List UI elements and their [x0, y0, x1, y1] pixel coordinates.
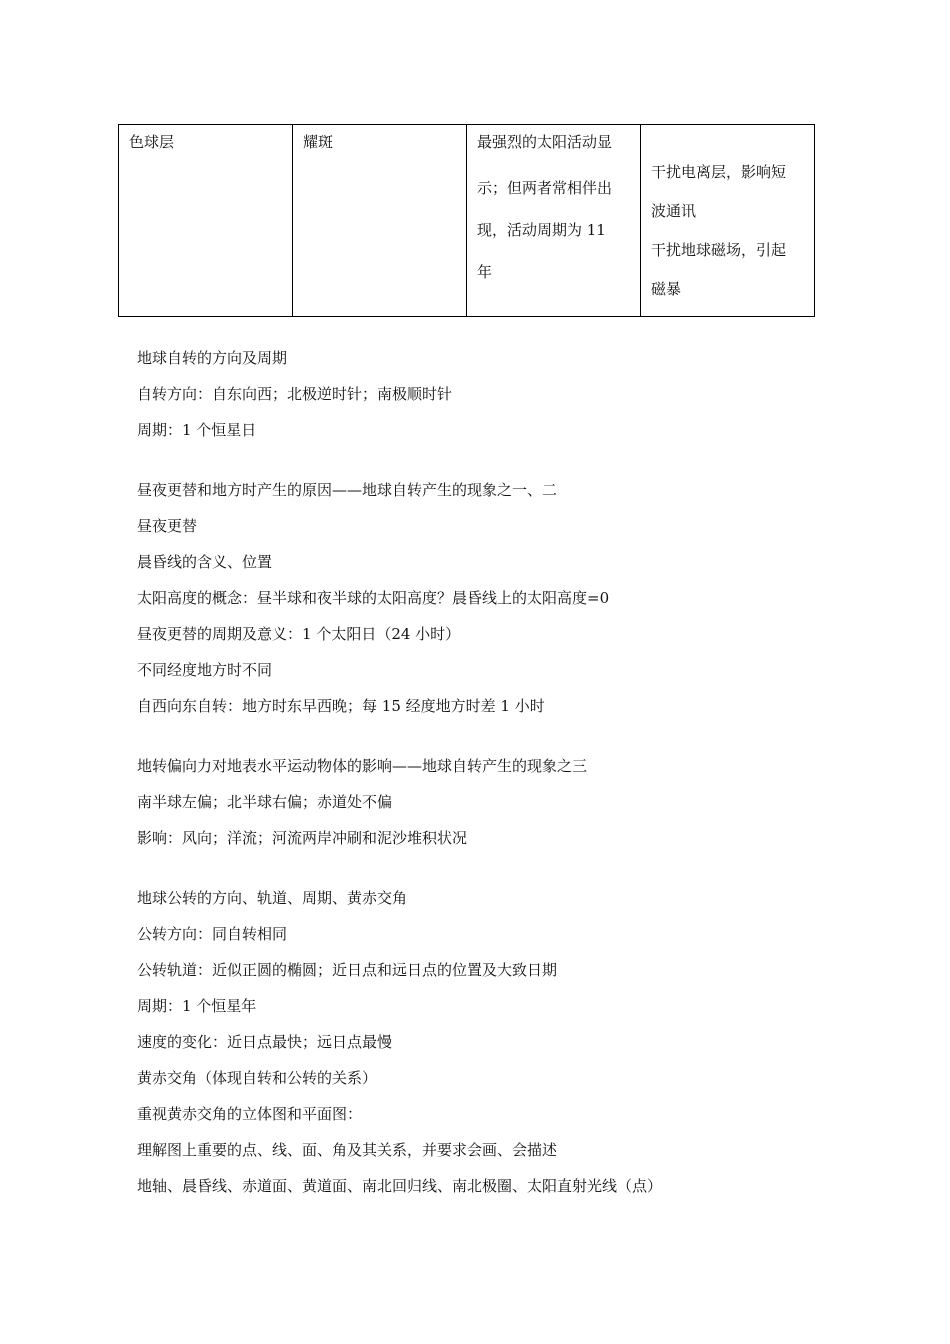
section-coriolis: [137, 748, 837, 856]
description-line: 现，活动周期为 11: [477, 221, 606, 239]
text-line: 黄赤交角（体现自转和公转的关系）: [137, 1069, 378, 1087]
solar-activity-table: [118, 124, 815, 317]
impact-line: 干扰电离层，影响短: [651, 163, 787, 181]
table-row: [119, 125, 815, 317]
table-cell-description: [467, 125, 641, 317]
text-line: 周期：1 个恒星日: [137, 421, 257, 439]
activity-name: 耀斑: [303, 133, 334, 151]
text-line: 自西向东自转：地方时东早西晚；每 15 经度地方时差 1 小时: [137, 697, 545, 715]
section-heading: 昼夜更替和地方时产生的原因——地球自转产生的现象之一、二: [137, 481, 558, 499]
impact-line: 波通讯: [651, 202, 697, 220]
text-line: 速度的变化：近日点最快；远日点最慢: [137, 1033, 393, 1051]
text-line: 不同经度地方时不同: [137, 661, 273, 679]
text-line: 晨昏线的含义、位置: [137, 553, 273, 571]
text-line: 太阳高度的概念：昼半球和夜半球的太阳高度？晨昏线上的太阳高度=0: [137, 589, 610, 607]
text-line: 南半球左偏；北半球右偏；赤道处不偏: [137, 793, 393, 811]
section-day-night: [137, 472, 837, 724]
text-line: 理解图上重要的点、线、面、角及其关系，并要求会画、会描述: [137, 1141, 558, 1159]
text-line: 公转轨道：近似正圆的椭圆；近日点和远日点的位置及大致日期: [137, 961, 558, 979]
section-revolution: [137, 880, 837, 1204]
text-line: 影响：风向；洋流；河流两岸冲刷和泥沙堆积状况: [137, 829, 468, 847]
text-line: 重视黄赤交角的立体图和平面图：: [137, 1105, 363, 1123]
text-line: 昼夜更替的周期及意义：1 个太阳日（24 小时）: [137, 625, 461, 643]
table-cell-layer: [119, 125, 293, 317]
description-line: 年: [477, 263, 493, 281]
table-cell-impact: [641, 125, 815, 317]
text-line: 周期：1 个恒星年: [137, 997, 257, 1015]
section-heading: 地转偏向力对地表水平运动物体的影响——地球自转产生的现象之三: [137, 757, 588, 775]
section-heading: 地球公转的方向、轨道、周期、黄赤交角: [137, 889, 408, 907]
notes-body: [137, 340, 837, 1204]
text-line: 自转方向：自东向西；北极逆时针；南极顺时针: [137, 385, 453, 403]
description-line: 最强烈的太阳活动显: [477, 133, 613, 151]
section-rotation: [137, 340, 837, 448]
section-heading: 地球自转的方向及周期: [137, 349, 288, 367]
text-line: 公转方向：同自转相同: [137, 925, 288, 943]
impact-line: 干扰地球磁场，引起: [651, 241, 787, 259]
text-line: 地轴、晨昏线、赤道面、黄道面、南北回归线、南北极圈、太阳直射光线（点）: [137, 1177, 663, 1195]
description-line: 示；但两者常相伴出: [477, 179, 613, 197]
layer-name: 色球层: [129, 133, 175, 151]
impact-text: [641, 125, 814, 309]
table-cell-activity: [293, 125, 467, 317]
impact-line: 磁暴: [651, 280, 682, 298]
text-line: 昼夜更替: [137, 517, 198, 535]
description-text: [467, 125, 640, 293]
